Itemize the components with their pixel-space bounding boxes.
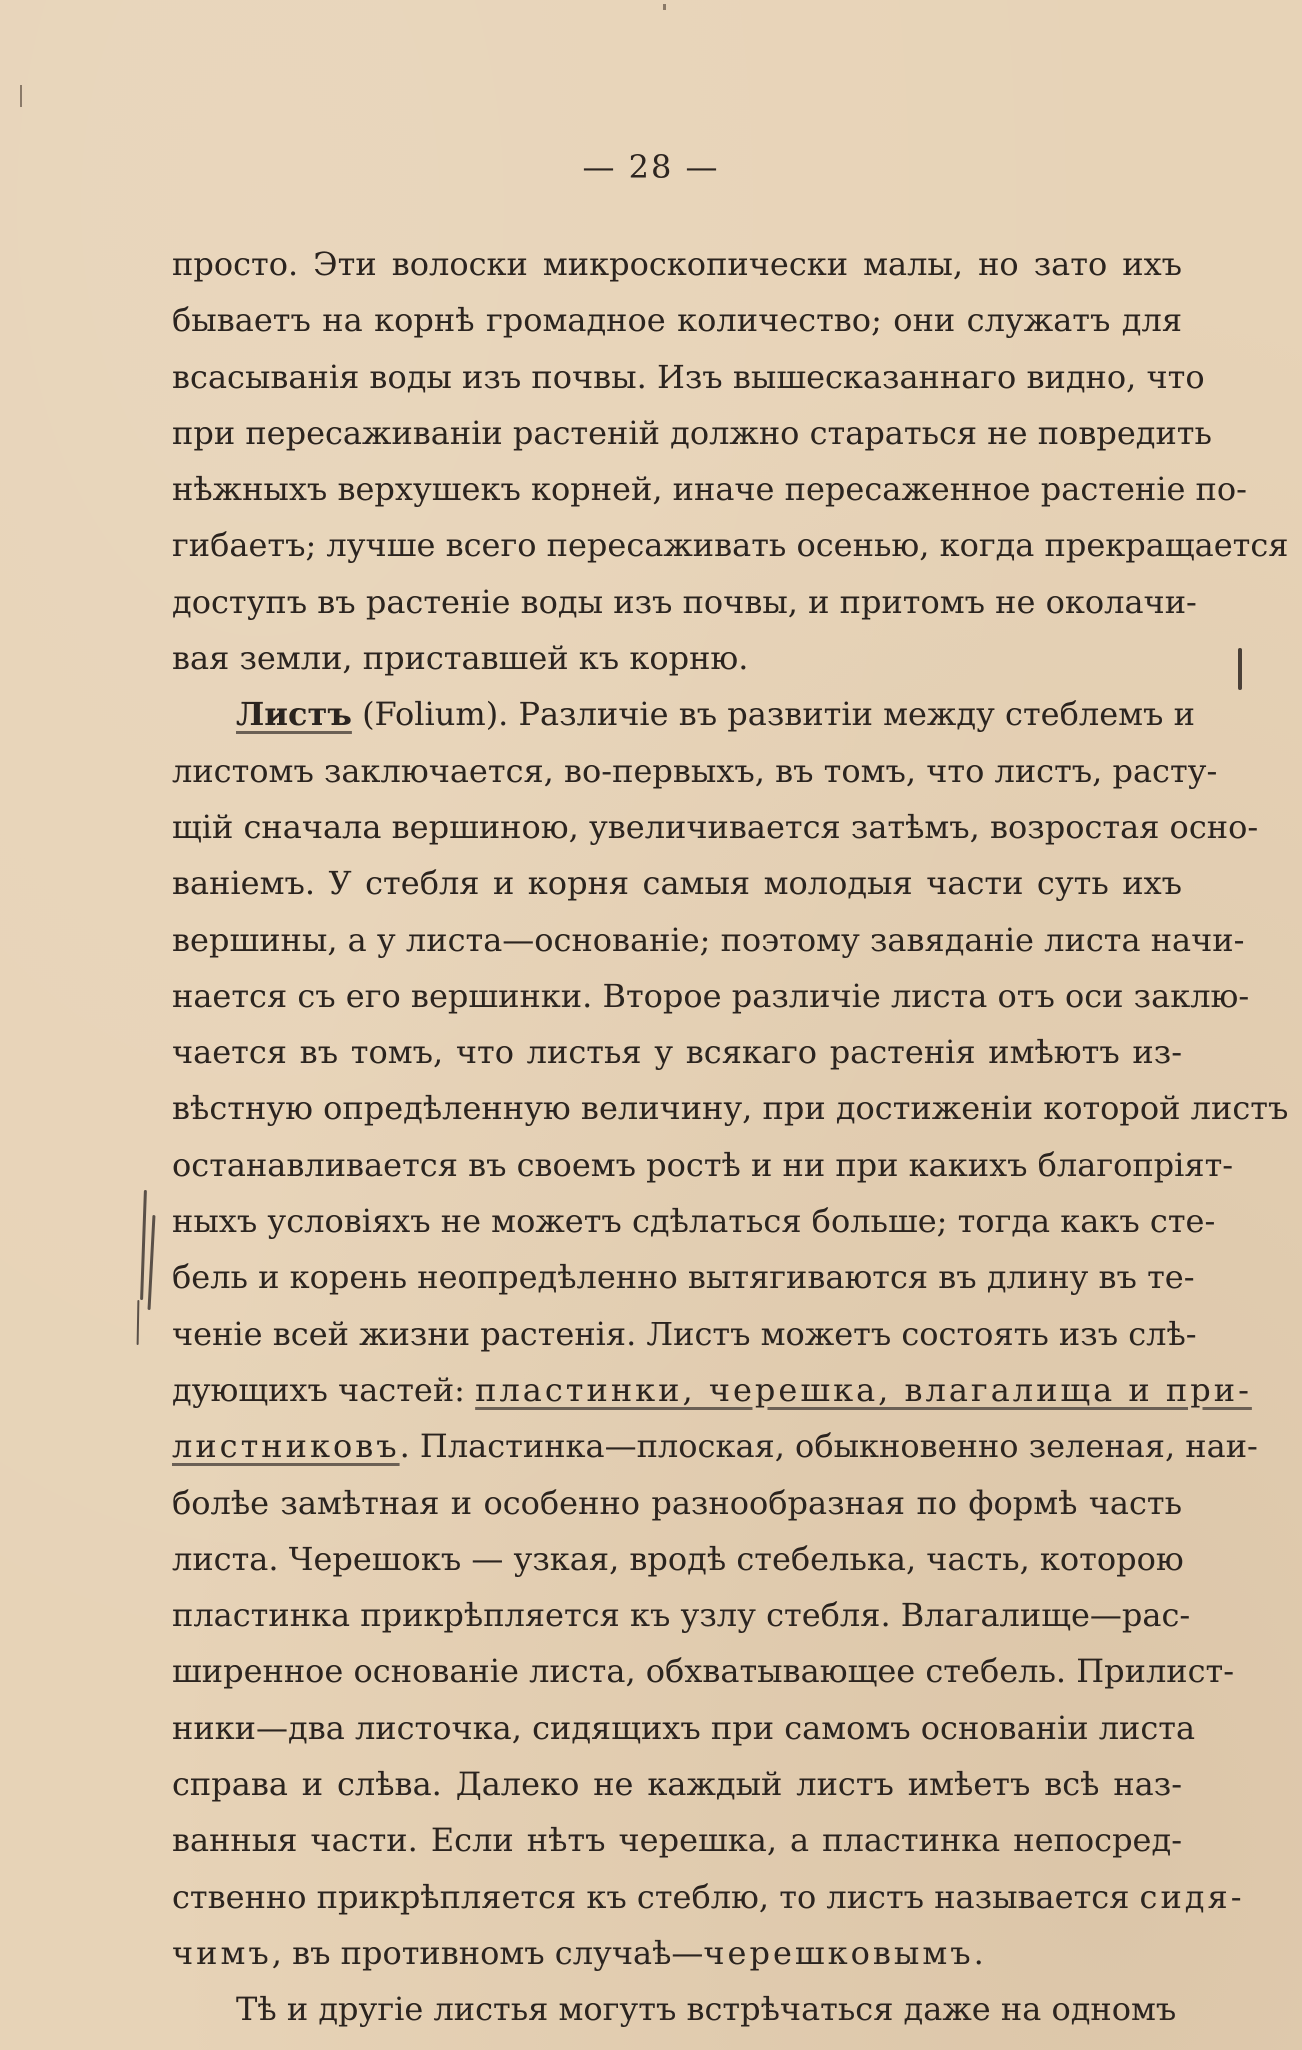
text-line (172, 1418, 1258, 1474)
page-edge-mark (20, 85, 22, 107)
text-line (172, 1362, 1252, 1418)
margin-pencil-mark (148, 1215, 156, 1310)
section-term-leaf: Листъ (236, 695, 352, 734)
text-span: ственно прикрѣпляется къ стеблю, то листъ называется (172, 1877, 1140, 1916)
margin-pencil-mark (140, 1190, 147, 1300)
text-line: бываетъ на корнѣ громадное количество; они служатъ для (172, 301, 1182, 340)
spaced-term: черешковымъ (703, 1933, 974, 1972)
text-line: доступъ въ растеніе воды изъ почвы, и притомъ не околачи- (172, 582, 1197, 621)
text-line (172, 1925, 1182, 1981)
margin-pencil-mark (137, 1300, 140, 1345)
leaf-parts-terms: листниковъ (172, 1427, 400, 1466)
text-line: Тѣ и другіе листья могутъ встрѣчаться даже на одномъ (236, 1990, 1177, 2029)
text-line: листа. Черешокъ — узкая, вродѣ стебелька, часть, которою (172, 1539, 1184, 1578)
text-line (172, 1869, 1245, 1925)
page-number: — 28 — (582, 148, 720, 186)
text-span: . (973, 1933, 984, 1972)
text-line: листомъ заключается, во-первыхъ, въ томъ, что листъ, расту- (172, 751, 1218, 790)
leaf-parts-terms: пластинки, черешка, влагалища и при- (475, 1370, 1252, 1409)
text-line: справа и слѣва. Далеко не каждый листъ имѣетъ всѣ наз- (172, 1765, 1182, 1804)
text-span: , въ противномъ случаѣ— (271, 1933, 704, 1972)
text-line: бель и корень неопредѣленно вытягиваются въ длину въ те- (172, 1258, 1195, 1297)
text-line: щій сначала вершиною, увеличивается затѣмъ, возростая осно- (172, 807, 1259, 846)
text-line: вѣстную опредѣленную величину, при достиженіи которой листъ (172, 1089, 1289, 1128)
text-line: вершины, а у листа—основаніе; поэтому завяданіе листа начи- (172, 920, 1245, 959)
text-line: ванныя части. Если нѣтъ черешка, а пластинка непосред- (172, 1821, 1182, 1860)
text-line: ныхъ условіяхъ не можетъ сдѣлаться больше; тогда какъ сте- (172, 1202, 1216, 1241)
paragraph-leaf-heading-line (172, 686, 1195, 742)
text-line: нается съ его вершинки. Второе различіе листа отъ оси заклю- (172, 976, 1250, 1015)
text-line: чается въ томъ, что листья у всякаго растенія имѣютъ из- (172, 1033, 1182, 1072)
text-line: просто. Эти волоски микроскопически малы, но зато ихъ (172, 245, 1182, 283)
text-line: ченіе всей жизни растенія. Листъ можетъ состоять изъ слѣ- (172, 1314, 1197, 1353)
spaced-term: сидя- (1139, 1877, 1245, 1916)
text-line: вая земли, приставшей къ корню. (172, 639, 749, 678)
text-span: . Пластинка—плоская, обыкновенно зеленая, наи- (399, 1427, 1258, 1466)
text-line: останавливается въ своемъ ростѣ и ни при какихъ благопріят- (172, 1145, 1234, 1184)
spaced-term: чимъ (172, 1933, 272, 1972)
text-line: всасыванія воды изъ почвы. Изъ вышесказаннаго видно, что (172, 357, 1205, 396)
page-edge-mark (663, 4, 666, 10)
margin-ink-mark (1238, 648, 1242, 690)
text-line: болѣе замѣтная и особенно разнообразная по формѣ часть (172, 1483, 1182, 1522)
body-text (172, 236, 1289, 2038)
text-line: ширенное основаніе листа, обхватывающее стебель. Прилист- (172, 1652, 1235, 1691)
text-line: ваніемъ. У стебля и корня самыя молодыя части суть ихъ (172, 864, 1182, 903)
text-span: (Folium). Различіе въ развитіи между стеблемъ и (351, 695, 1195, 734)
text-line: гибаетъ; лучше всего пересаживать осенью, когда прекращается (172, 526, 1289, 565)
text-line: нѣжныхъ верхушекъ корней, иначе пересаженное растеніе по- (172, 470, 1247, 509)
text-line: пластинка прикрѣпляется къ узлу стебля. Влагалище—рас- (172, 1596, 1191, 1635)
text-line: при пересаживаніи растеній должно стараться не повредить (172, 413, 1212, 452)
text-span: дующихъ частей: (172, 1370, 476, 1409)
text-line: ники—два листочка, сидящихъ при самомъ основаніи листа (172, 1708, 1196, 1747)
